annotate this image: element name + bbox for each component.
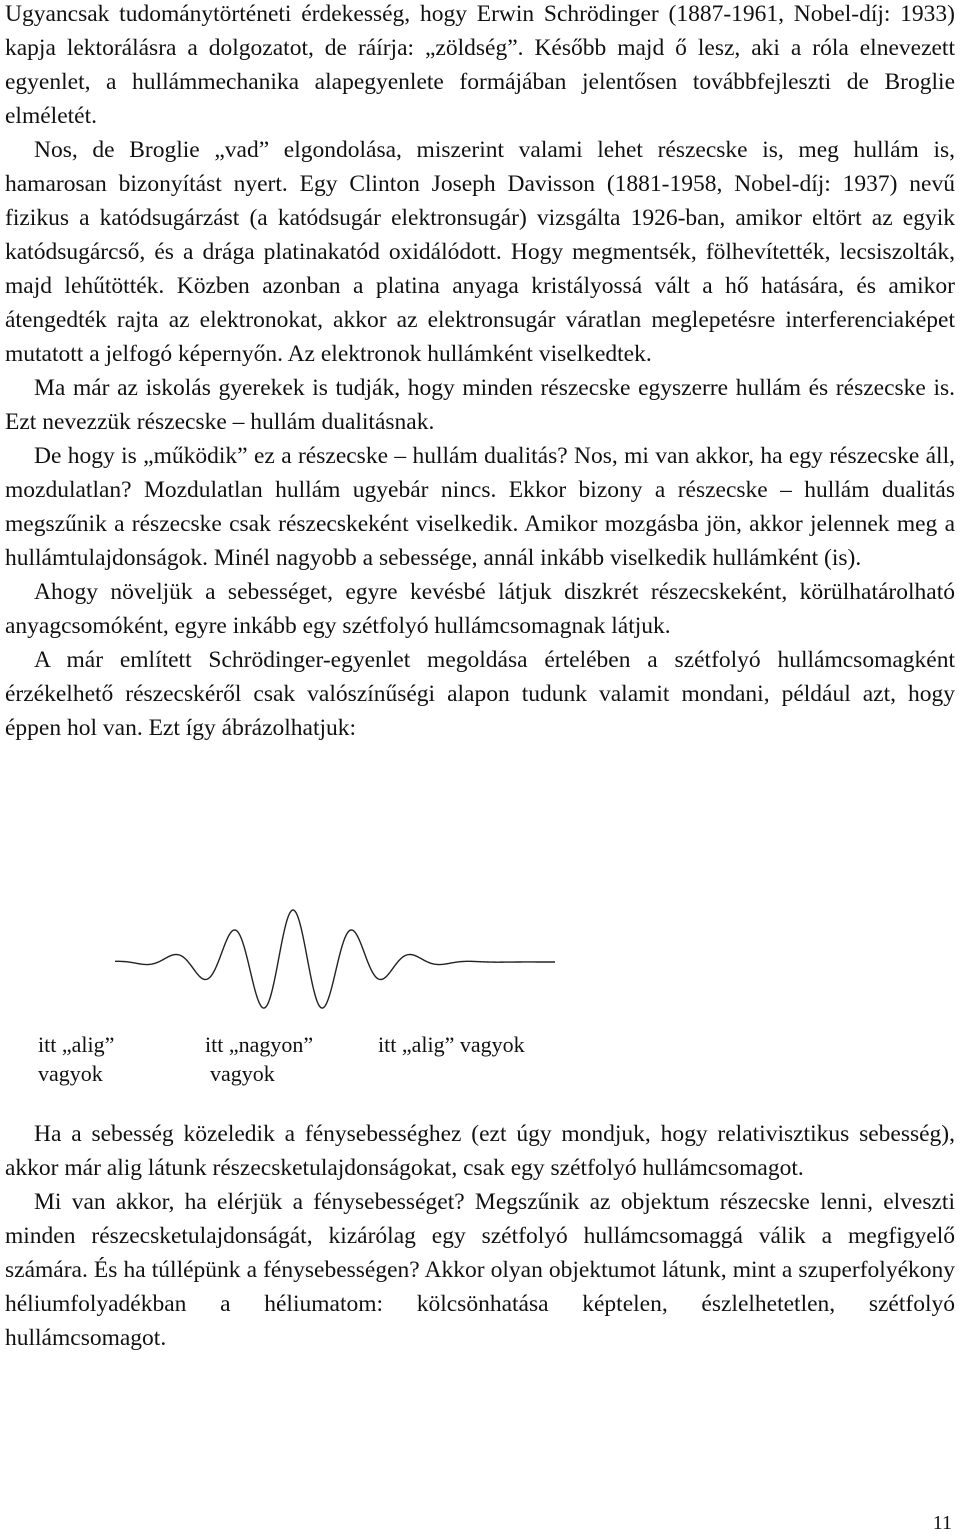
- page-number: 11: [932, 1512, 952, 1534]
- body-text-bottom: [5, 1117, 955, 1355]
- paragraph-light-speed: Mi van akkor, ha elérjük a fénysebességet? Megszűnik az objektum részecske lenni, elveszti minden részecsketulajdonságát, kizárólag egy szétfolyó hullámcsomaggá válik a megfigyelő számára. És ha túllépünk a fénysebességen? Akkor olyan objektumot látunk, mint a szuperfolyékony héliumfolyadékban a héliumatom: kölcsönhatása képtelen, észlelhetetlen, szétfolyó hullámcsomagot.: [5, 1189, 955, 1351]
- caption-right: [378, 1030, 525, 1059]
- caption-mid-line1: itt „nagyon”: [205, 1032, 314, 1057]
- caption-left-line2: vagyok: [38, 1061, 103, 1086]
- caption-right-line1: itt „alig” vagyok: [378, 1032, 525, 1057]
- paragraph-relativistic: Ha a sebesség közeledik a fénysebességhez (ezt úgy mondjuk, hogy relativisztikus sebesség), akkor már alig látunk részecsketulajdonságokat, csak egy szétfolyó hullámcsomagot.: [5, 1121, 955, 1181]
- caption-left-line1: itt „alig”: [38, 1032, 115, 1057]
- caption-middle: [205, 1030, 313, 1088]
- paragraph-schrodinger: Ugyancsak tudománytörténeti érdekesség, hogy Erwin Schrödinger (1887-1961, Nobel-díj: 1933) kapja lektorálásra a dolgozatot, de ráírja: „zöldség”. Később majd ő lesz, aki a róla elnevezett egyenlet, a hullámmechanika alapegyenlete formájában jelentősen továbbfejleszti de Broglie elméletét.: [5, 1, 955, 129]
- wave-packet-diagram: [115, 900, 555, 1020]
- paragraph-davisson: Nos, de Broglie „vad” elgondolása, miszerint valami lehet részecske is, meg hullám is, hamarosan bizonyítást nyert. Egy Clinton Joseph Davisson (1881-1958, Nobel-díj: 1937) nevű fizikus a katódsugárzást (a katódsugár elektronsugár) vizsgálta 1926-ban, amikor eltört az egyik katódsugárcső, és a drága platinakatód oxidálódott. Hogy megmentsék, fölhevítették, lecsiszolták, majd lehűtötték. Közben azonban a platina anyaga kristályossá vált a hő hatására, és amikor átengedték rajta az elektronokat, akkor az elektronsugár váratlan meglepetésre interferenciaképet mutatott a jelfogó képernyőn. Az elektronok hullámként viselkedtek.: [5, 137, 955, 367]
- paragraph-schrodinger-equation: A már említett Schrödinger-egyenlet megoldása értelében a szétfolyó hullámcsomagként érzékelhető részecskéről csak valószínűségi alapon tudunk valamit mondani, például azt, hogy éppen hol van. Ezt így ábrázolhatjuk:: [5, 647, 955, 741]
- paragraph-duality-how: De hogy is „működik” ez a részecske – hullám dualitás? Nos, mi van akkor, ha egy részecske áll, mozdulatlan? Mozdulatlan hullám ugyebár nincs. Ekkor bizony a részecske – hullám dualitás megszűnik a részecske csak részecskeként viselkedik. Amikor mozgásba jön, akkor jelennek meg a hullámtulajdonságok. Minél nagyobb a sebessége, annál inkább viselkedik hullámként (is).: [5, 443, 955, 571]
- wave-packet-figure: [115, 900, 555, 1020]
- wave-packet-curve: [115, 910, 555, 1008]
- caption-mid-line2: vagyok: [210, 1061, 275, 1086]
- body-text-top: [5, 0, 955, 745]
- paragraph-speed: Ahogy növeljük a sebességet, egyre kevésbé látjuk diszkrét részecskeként, körülhatárolható anyagcsomóként, egyre inkább egy szétfolyó hullámcsomagnak látjuk.: [5, 579, 955, 639]
- caption-left: [38, 1030, 114, 1088]
- paragraph-duality-intro: Ma már az iskolás gyerekek is tudják, hogy minden részecske egyszerre hullám és részecske is. Ezt nevezzük részecske – hullám dualitásnak.: [5, 375, 955, 435]
